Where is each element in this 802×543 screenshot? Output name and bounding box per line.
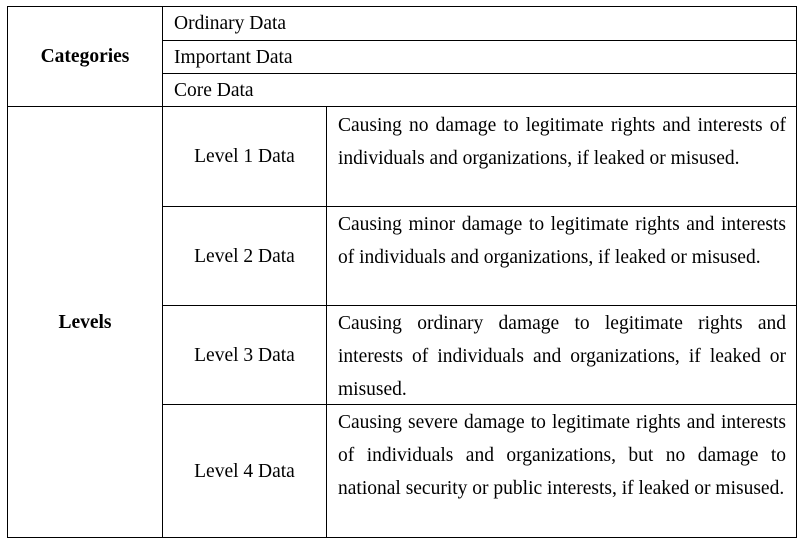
categories-header: Categories — [7, 6, 163, 107]
levels-header: Levels — [7, 106, 163, 538]
level-3-name: Level 3 Data — [162, 305, 327, 405]
level-1-description: Causing no damage to legitimate rights and interests of individuals and organizations, if leaked or misused. — [326, 106, 797, 207]
level-4-name: Level 4 Data — [162, 404, 327, 538]
level-3-description: Causing ordinary damage to legitimate rights and interests of individuals and organizations, if leaked or misused. — [326, 305, 797, 405]
level-2-name: Level 2 Data — [162, 206, 327, 306]
level-1-name: Level 1 Data — [162, 106, 327, 207]
level-2-description: Causing minor damage to legitimate rights and interests of individuals and organizations, if leaked or misused. — [326, 206, 797, 306]
category-important: Important Data — [162, 40, 797, 74]
category-core: Core Data — [162, 73, 797, 107]
category-ordinary: Ordinary Data — [162, 6, 797, 41]
level-4-description: Causing severe damage to legitimate rights and interests of individuals and organizations, but no damage to national security or public interests, if leaked or misused. — [326, 404, 797, 538]
